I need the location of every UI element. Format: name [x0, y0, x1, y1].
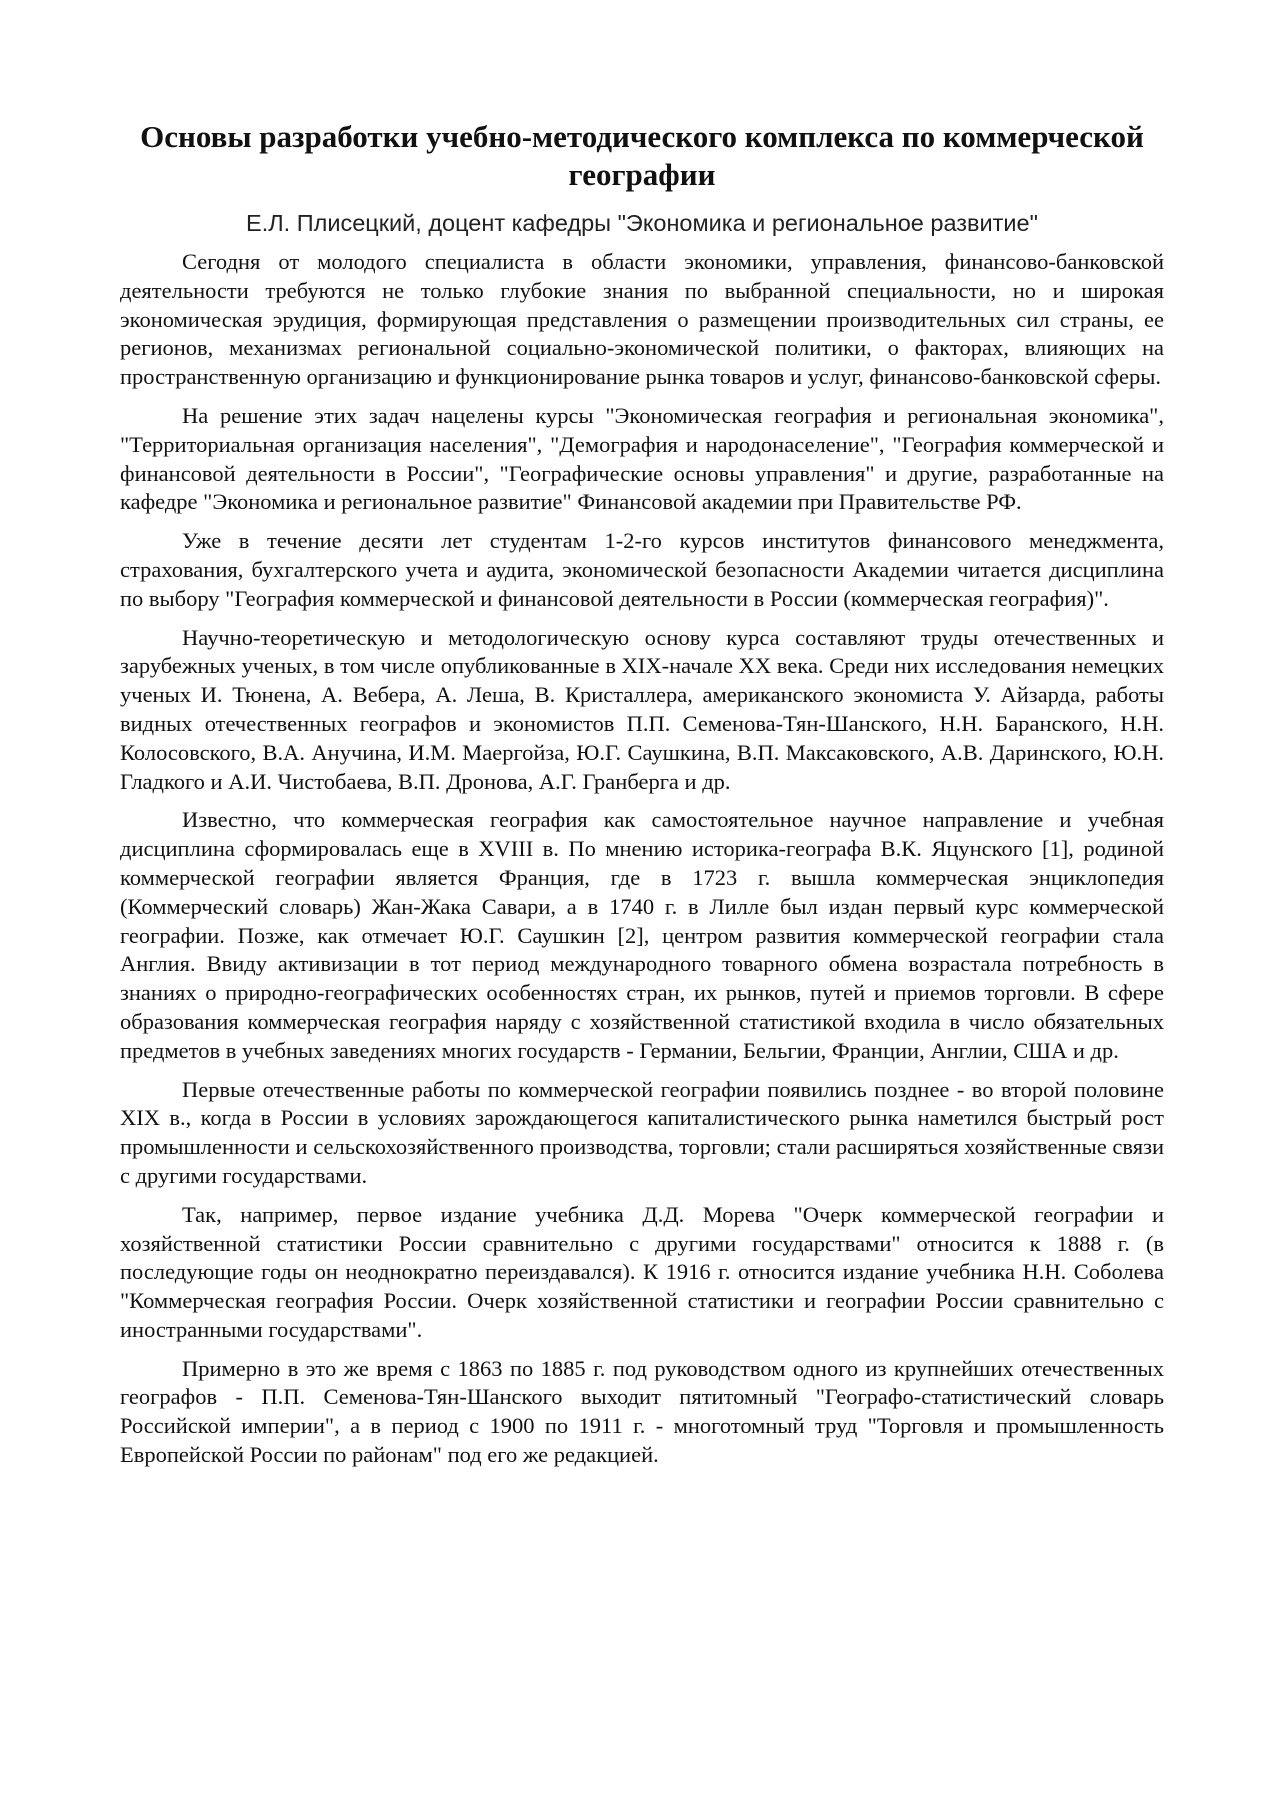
- paragraph: Научно-теоретическую и методологическую основу курса составляют труды отечественных и зарубежных ученых, в том числе опубликованные в XIX-начале XX века. Среди них исследования немецких ученых И. Тюнена, А. Вебера, А. Леша, В. Кристаллера, американского экономиста У. Айзарда, работы видных отечественных географов и экономистов П.П. Семенова-Тян-Шанского, Н.Н. Баранского, Н.Н. Колосовского, В.А. Анучина, И.М. Маергойза, Ю.Г. Саушкина, В.П. Максаковского, А.В. Даринского, Ю.Н. Гладкого и А.И. Чистобаева, В.П. Дронова, А.Г. Гранберга и др.: [120, 624, 1164, 794]
- paragraph: Так, например, первое издание учебника Д.Д. Морева "Очерк коммерческой географии и хозяйственной статистики России сравнительно с другими государствами" относится к 1888 г. (в последующие годы он неоднократно переиздавался). К 1916 г. относится издание учебника Н.Н. Соболева "Коммерческая география России. Очерк хозяйственной статистики и географии России сравнительно с иностранными государствами".: [120, 1201, 1164, 1342]
- paragraph: Известно, что коммерческая география как самостоятельное научное направление и учебная дисциплина сформировалась еще в XVIII в. По мнению историка-географа В.К. Яцунского [1], родиной коммерческой географии является Франция, где в 1723 г. вышла коммерческая энциклопедия (Коммерческий словарь) Жан-Жака Савари, а в 1740 г. в Лилле был издан первый курс коммерческой географии. Позже, как отмечает Ю.Г. Саушкин [2], центром развития коммерческой географии стала Англия. Ввиду активизации в тот период международного товарного обмена возрастала потребность в знаниях о природно-географических особенностях стран, их рынков, путей и приемов торговли. В сфере образования коммерческая география наряду с хозяйственной статистикой входила в число обязательных предметов в учебных заведениях многих государств - Германии, Бельгии, Франции, Англии, США и др.: [120, 807, 1164, 1063]
- author-line: Е.Л. Плисецкий, доцент кафедры "Экономика и региональное развитие": [246, 210, 1038, 236]
- paragraph: Уже в течение десяти лет студентам 1-2-го курсов институтов финансового менеджмента, страхования, бухгалтерского учета и аудита, экономической безопасности Академии читается дисциплина по выбору "География коммерческой и финансовой деятельности в России (коммерческая география)".: [120, 528, 1164, 611]
- paragraph: На решение этих задач нацелены курсы "Экономическая география и региональная экономика", "Территориальная организация населения", "Демография и народонаселение", "География коммерческой и финансовой деятельности в России", "Географические основы управления" и другие, разработанные на кафедре "Экономика и региональное развитие" Финансовой академии при Правительстве РФ.: [120, 402, 1164, 515]
- paragraph: Примерно в это же время с 1863 по 1885 г. под руководством одного из крупнейших отечественных географов - П.П. Семенова-Тян-Шанского выходит пятитомный "Географо-статистический словарь Российской империи", а в период с 1900 по 1911 г. - многотомный труд "Торговля и промышленность Европейской России по районам" под его же редакцией.: [120, 1355, 1164, 1468]
- article-title: Основы разработки учебно-методического комплекса по коммерческой географии: [140, 119, 1144, 192]
- paragraph: Первые отечественные работы по коммерческой географии появились позднее - во второй половине XIX в., когда в России в условиях зарождающегося капиталистического рынка наметился быстрый рост промышленности и сельскохозяйственного производства, торговли; стали расширяться хозяйственные связи с другими государствами.: [120, 1076, 1164, 1188]
- paragraph: Сегодня от молодого специалиста в области экономики, управления, финансово-банковской деятельности требуются не только глубокие знания по выбранной специальности, но и широкая экономическая эрудиция, формирующая представления о размещении производительных сил страны, ее регионов, механизмах региональной социально-экономической политики, о факторах, влияющих на пространственную организацию и функционирование рынка товаров и услуг, финансово-банковской сферы.: [120, 249, 1164, 390]
